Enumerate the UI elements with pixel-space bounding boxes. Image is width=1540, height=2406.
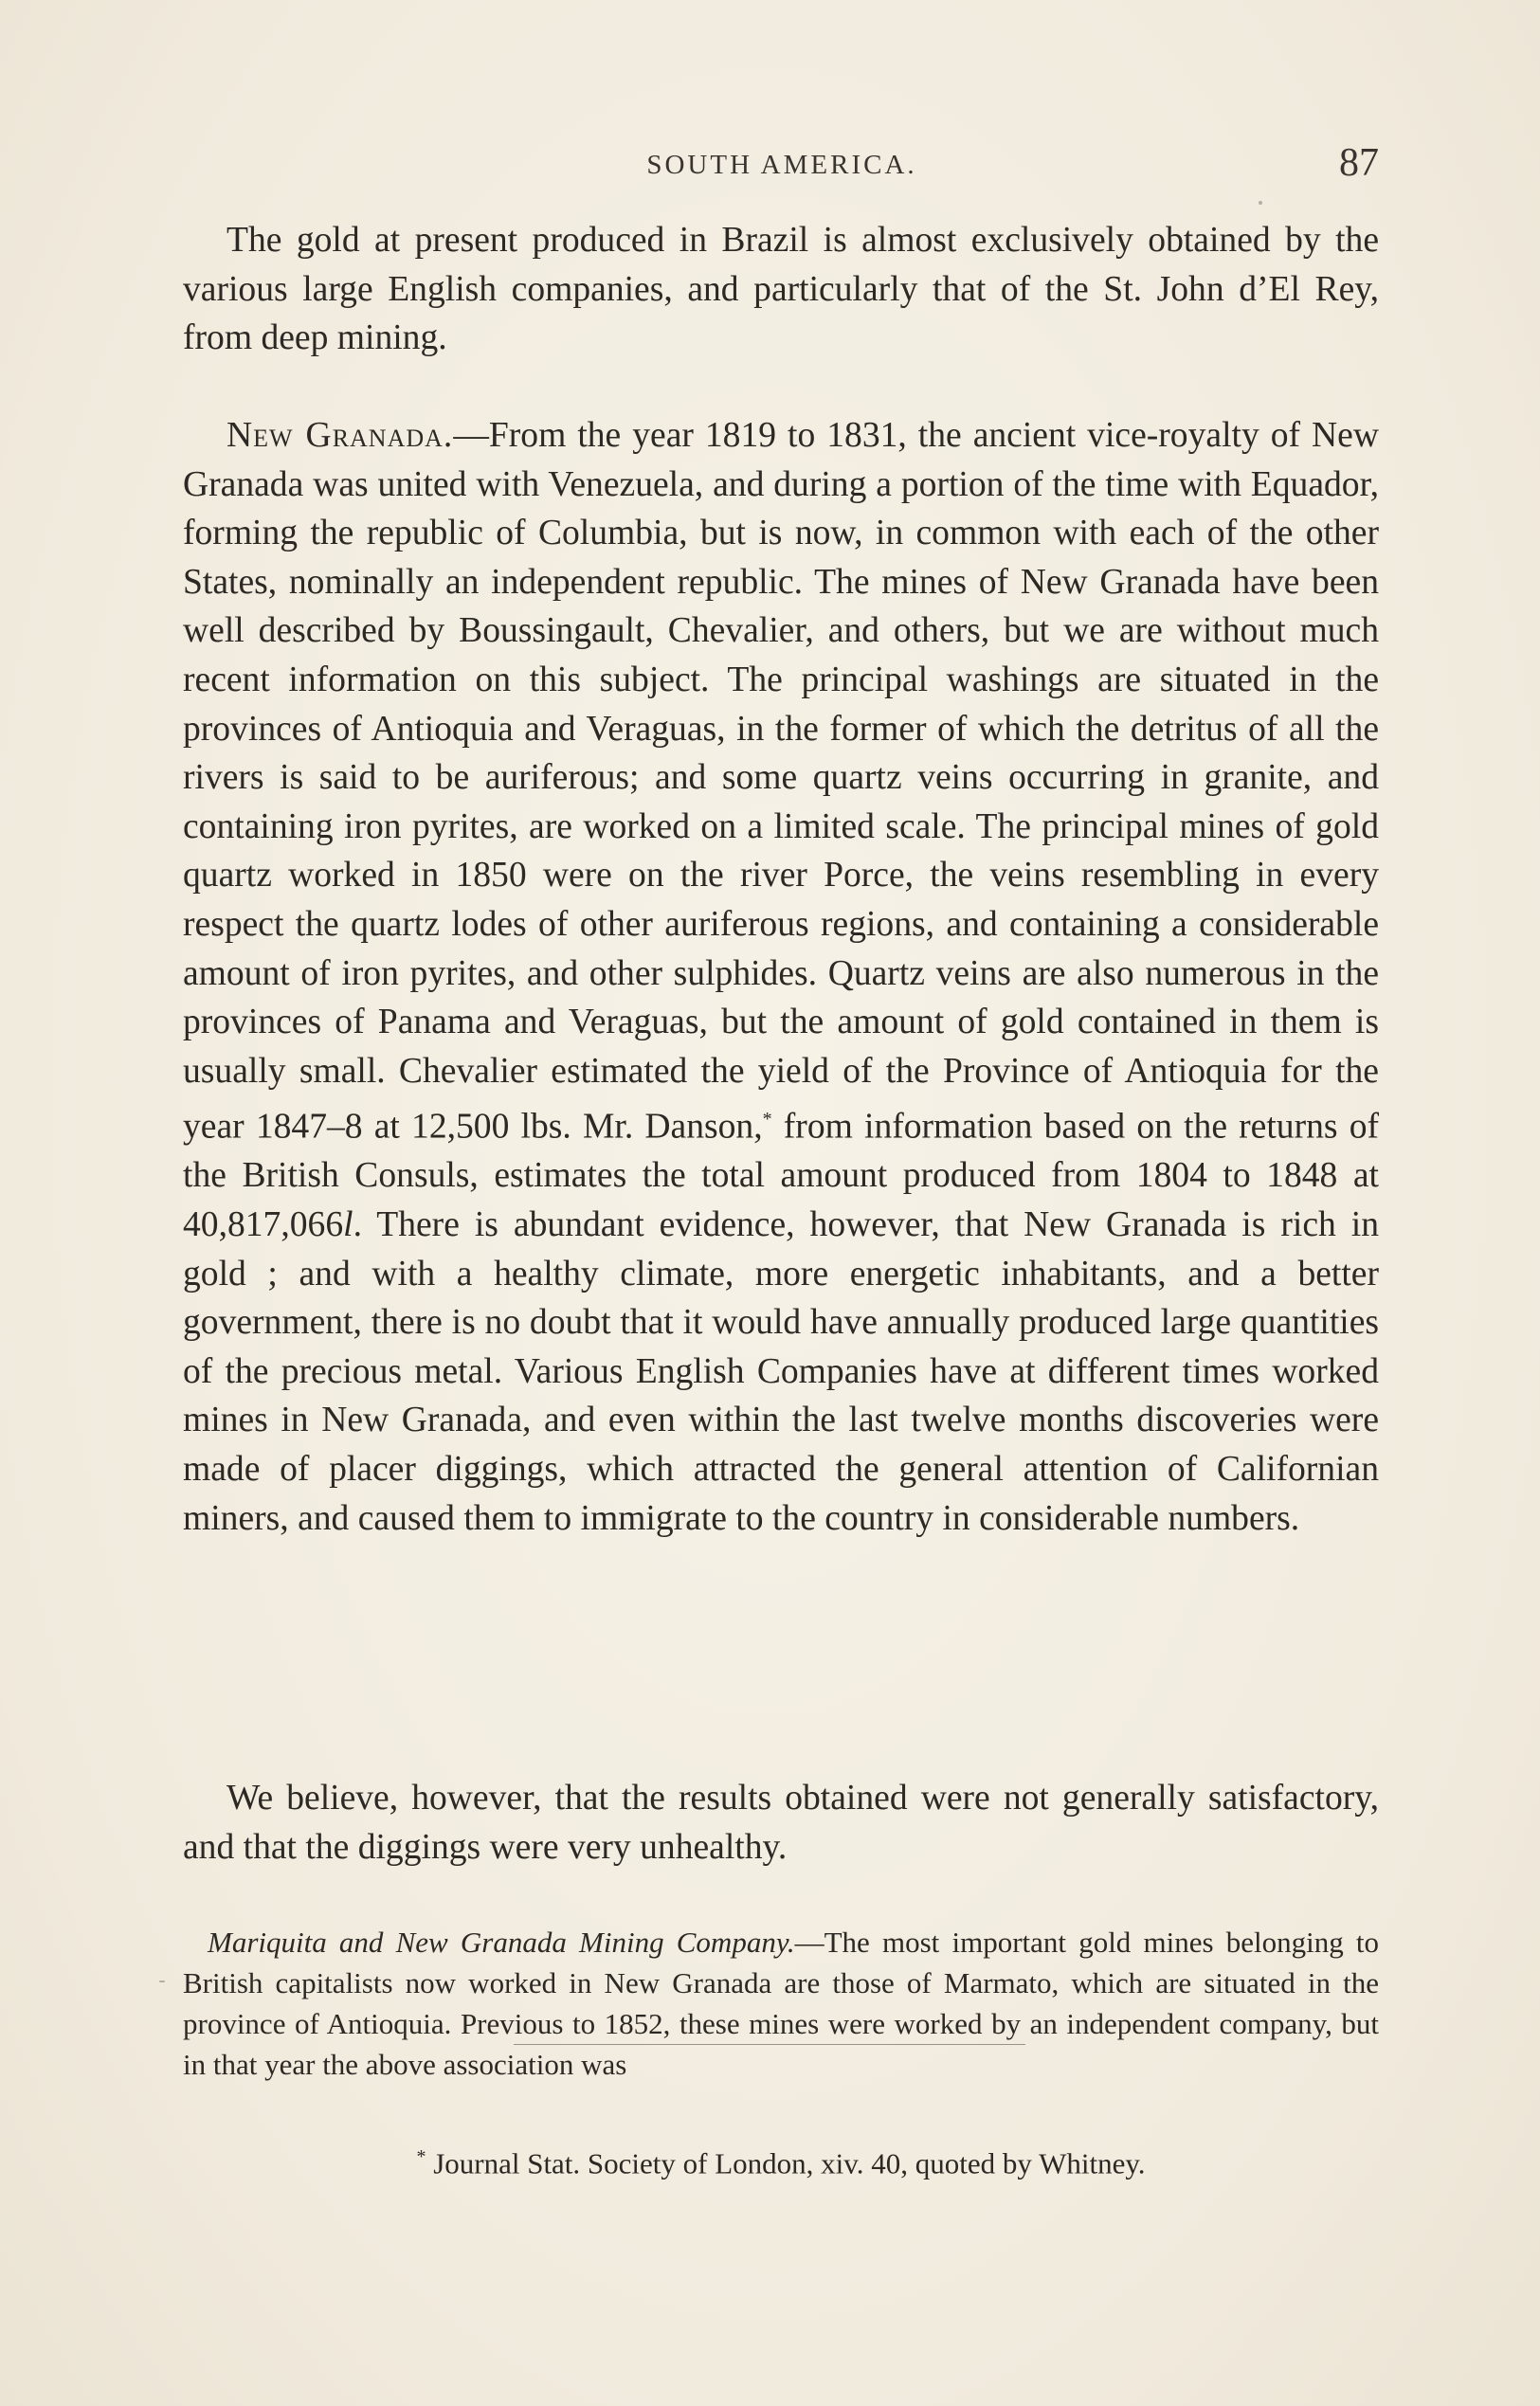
note-title: Mariquita and New Granada Mining Company.	[208, 1926, 795, 1959]
paragraph-brazil-gold	[183, 216, 1379, 363]
footnote-reference: *	[762, 1109, 772, 1131]
footnote-text: Journal Stat. Society of London, xiv. 40, quoted by Whitney.	[426, 2146, 1146, 2180]
pound-sign: l	[343, 1205, 353, 1245]
paragraph-text: We believe, however, that the results obtained were not generally satisfactory, and that the diggings were very unhealthy.	[183, 1779, 1379, 1867]
paper-speck	[159, 1981, 165, 1982]
footnote-divider	[514, 2044, 1025, 2045]
footnote-mark: *	[416, 2146, 426, 2167]
paragraph-text: The gold at present produced in Brazil is almost exclusively obtained by the various large English companies, and particularly that of the St. John d’El Rey, from deep mining.	[183, 221, 1379, 358]
page-number: 87	[1339, 141, 1379, 185]
running-head-title: SOUTH AMERICA.	[646, 150, 917, 180]
note-body: —The most important gold mines belonging to British capitalists now worked in New Granada are those of Marmato, which are situated in the province of Antioquia. Previous to 1852, these mines were worked by an independent company, but in that year the above association was	[183, 1926, 1380, 2081]
paragraph-conclusion	[183, 1774, 1379, 1872]
paper-speck	[1259, 201, 1262, 205]
note-paragraph	[183, 1922, 1379, 2085]
paragraph-new-granada	[183, 411, 1379, 1543]
paragraph-text	[183, 411, 1379, 1543]
footnote	[183, 2137, 1379, 2183]
mining-company-note	[183, 1922, 1379, 2085]
section-heading: New Granada.	[226, 416, 454, 455]
paragraph-body: —From the year 1819 to 1831, the ancient vice-royalty of New Granada was united with Venezuela, and during a portion of the time with Equador, forming the republic of Columbia, but is now, in common with each of the other States, nominally an independent republic. The mines of New Granada have been well described by Boussingault, Chevalier, and others, but we are without much recent information on this subject. The principal washings are situated in the provinces of Antioquia and Veraguas, in the former of which the detritus of all the rivers is said to be auriferous; and some quartz veins occurring in granite, and containing iron pyrites, are worked on a limited scale. The principal mines of gold quartz worked in 1850 were on the river Porce, the veins resembling in every respect the quartz lodes of other auriferous regions, and containing a considerable amount of iron pyrites, and other sulphides. Quartz veins are also numerous in the provinces of Panama and Veraguas, but the amount of gold contained in them is usually small. Chevalier estimated the yield of the Province of Antioquia for the year 1847–8 at 12,500 lbs. Mr. Danson,	[183, 416, 1379, 1147]
running-head	[185, 140, 1379, 197]
paragraph-body-continued: from information based on the returns of the British Consuls, estimates the total amount produced from 1804 to 1848 at 40,817,066	[183, 1107, 1379, 1245]
paragraph-body-end: . There is abundant evidence, however, that New Granada is rich in gold ; and with a healthy climate, more energetic inhabitants, and a better government, there is no doubt that it would have annually produced large quantities of the precious metal. Various English Companies have at different times worked mines in New Granada, and even within the last twelve months discoveries were made of placer diggings, which attracted the general attention of Californian miners, and caused them to immigrate to the country in considerable numbers.	[183, 1205, 1379, 1538]
